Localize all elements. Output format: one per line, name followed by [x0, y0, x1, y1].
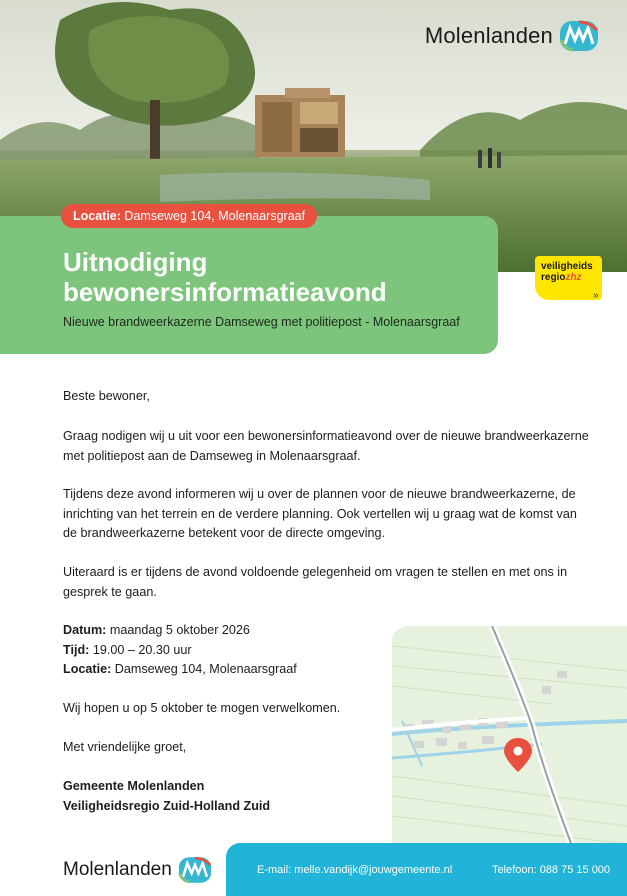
title-line-2: bewonersinformatieavond: [63, 277, 387, 307]
letter-paragraph-3: Uiteraard is er tijdens de avond voldoende gelegenheid om vragen te stellen en met ons in gesprek te gaan.: [63, 565, 568, 599]
title-panel: [0, 216, 498, 354]
footer-brand-name: Molenlanden: [63, 859, 172, 880]
contact-email[interactable]: E-mail: melle.vandijk@jouwgemeente.nl: [257, 864, 453, 876]
letter-closing-line: Wij hopen u op 5 oktober te mogen verwelkomen.: [63, 701, 341, 715]
location-badge-value: Damseweg 104, Molenaarsgraaf: [124, 209, 306, 223]
signature-line-1: Gemeente Molenlanden: [63, 779, 205, 793]
event-time-value: 19.00 – 20.30 uur: [92, 642, 192, 657]
letter-regards: Met vriendelijke groet,: [63, 740, 187, 754]
veiligheidsregio-logo: [535, 256, 602, 300]
event-time: [63, 641, 297, 661]
event-date-value: maandag 5 oktober 2026: [109, 623, 250, 637]
signature-line-2: Veiligheidsregio Zuid-Holland Zuid: [63, 798, 271, 813]
location-badge-label: Locatie:: [73, 209, 121, 223]
event-location-label: Locatie:: [63, 662, 112, 677]
event-location-value: Damseweg 104, Molenaarsgraaf: [114, 662, 297, 677]
molenlanden-logo-icon: [178, 856, 212, 884]
map-illustration: [392, 626, 627, 846]
event-time-label: Tijd:: [63, 642, 90, 657]
letter-paragraph-1: Graag nodigen wij u uit voor een bewonersinformatieavond over de nieuwe brandweerkazerne met politiepost aan de Damseweg in Molenaarsgraaf.: [63, 429, 589, 463]
letter-signature: [63, 777, 270, 816]
partner-logo-line2-b: zhz: [565, 272, 582, 283]
location-map: [392, 626, 627, 846]
title-line-1: Uitnodiging: [63, 247, 208, 277]
event-location: [63, 660, 297, 680]
contact-phone[interactable]: Telefoon: 088 75 15 000: [492, 864, 611, 876]
event-date-label: Datum:: [63, 623, 107, 637]
brand-name: Molenlanden: [424, 23, 553, 48]
letter-paragraph-2: Tijdens deze avond informeren wij u over de plannen voor de nieuwe brandweerkazerne, de inrichting van het terrein en de verdere planning. Ook vertellen wij u graag wat de komst van de brandweerkazerne betekent voor de directe omgeving.: [63, 487, 577, 541]
page-title: [63, 247, 493, 307]
event-details: [63, 621, 297, 680]
molenlanden-logo-icon: [559, 20, 599, 52]
event-date: [63, 621, 297, 641]
letter-greeting: Beste bewoner,: [63, 389, 150, 403]
partner-logo-line1: veiligheids: [541, 261, 593, 272]
partner-logo-line2-a: regio: [541, 272, 566, 283]
page-subtitle: Nieuwe brandweerkazerne Damseweg met politiepost - Molenaarsgraaf: [63, 315, 460, 329]
partner-arrow: »: [593, 290, 599, 301]
brand-footer: [63, 856, 212, 884]
brand-header: [425, 20, 599, 52]
partner-logo-line2: [541, 272, 596, 283]
location-badge: [61, 204, 317, 228]
contact-bar: [226, 843, 627, 896]
